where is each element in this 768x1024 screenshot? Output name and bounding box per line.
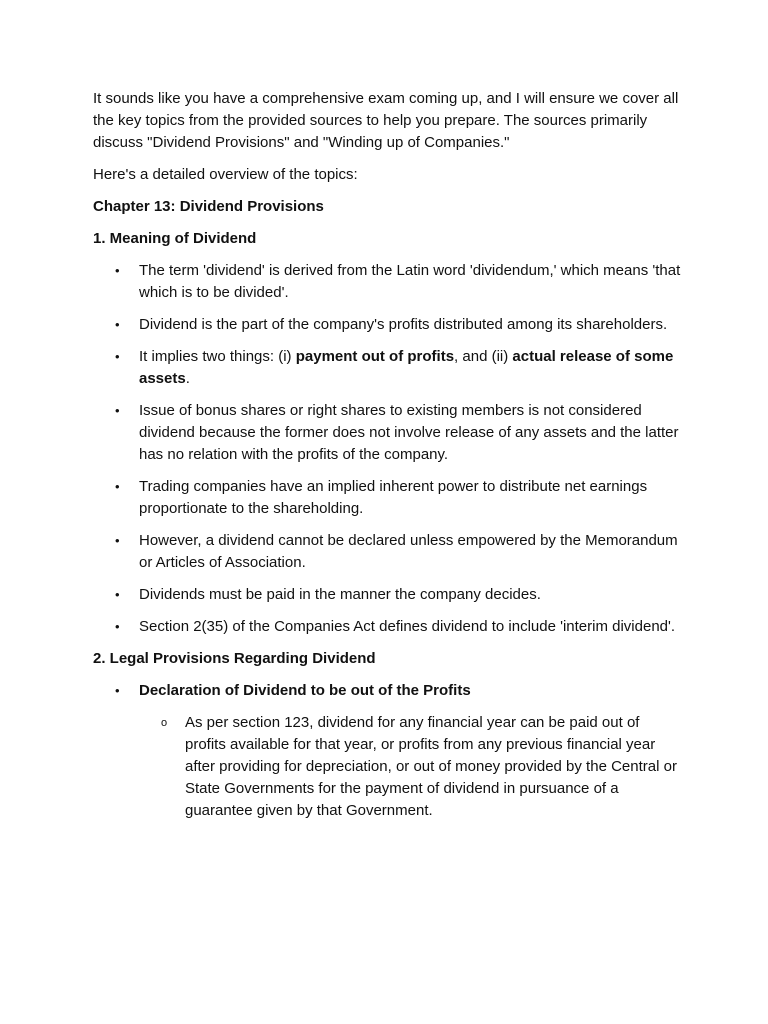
list-item-text: Issue of bonus shares or right shares to existing members is not considered dividend because the former does not involve release of any assets and the latter has no relation with the profits of the company. bbox=[139, 402, 679, 463]
list-item bbox=[93, 260, 683, 304]
list-item-text: Dividend is the part of the company's profits distributed among its shareholders. bbox=[139, 316, 668, 333]
sub-list-item bbox=[139, 712, 683, 822]
document-page bbox=[93, 88, 683, 832]
bullet-glyph: • bbox=[115, 619, 120, 634]
list-item bbox=[93, 476, 683, 520]
list-item bbox=[93, 400, 683, 466]
list-item bbox=[93, 584, 683, 606]
section-2-heading: 2. Legal Provisions Regarding Dividend bbox=[93, 650, 376, 667]
list-item-text: Dividends must be paid in the manner the company decides. bbox=[139, 586, 541, 603]
chapter-heading: Chapter 13: Dividend Provisions bbox=[93, 198, 324, 215]
bullet-glyph: • bbox=[115, 403, 120, 418]
list-item bbox=[93, 530, 683, 574]
meaning-of-dividend-list bbox=[93, 260, 683, 638]
list-item bbox=[93, 680, 683, 822]
emphasis-actual-release-of-assets: actual release of some assets bbox=[139, 348, 674, 387]
section-1-heading: 1. Meaning of Dividend bbox=[93, 230, 257, 247]
provision-sub-list bbox=[139, 712, 683, 822]
bullet-glyph: • bbox=[115, 683, 120, 698]
emphasis-payment-out-of-profits: payment out of profits bbox=[295, 348, 455, 365]
list-item bbox=[93, 346, 683, 390]
list-item bbox=[93, 314, 683, 336]
sub-bullet-glyph: o bbox=[161, 717, 168, 729]
bullet-glyph: • bbox=[115, 533, 120, 548]
bullet-glyph: • bbox=[115, 349, 120, 364]
list-item bbox=[93, 616, 683, 638]
bullet-glyph: • bbox=[115, 479, 120, 494]
list-item-text-post: . bbox=[185, 370, 190, 387]
overview-lead: Here's a detailed overview of the topics: bbox=[93, 166, 358, 183]
list-item-text-mid: , and (ii) bbox=[454, 348, 513, 365]
legal-provisions-list bbox=[93, 680, 683, 822]
provision-title: Declaration of Dividend to be out of the Profits bbox=[139, 682, 471, 699]
bullet-glyph: • bbox=[115, 587, 120, 602]
list-item-text: The term 'dividend' is derived from the Latin word 'dividendum,' which means 'that which is to be divided'. bbox=[139, 262, 681, 301]
list-item-text: Section 2(35) of the Companies Act defines dividend to include 'interim dividend'. bbox=[139, 618, 676, 635]
bullet-glyph: • bbox=[115, 263, 120, 278]
list-item-text: However, a dividend cannot be declared unless empowered by the Memorandum or Articles of Association. bbox=[139, 532, 678, 571]
bullet-glyph: • bbox=[115, 317, 120, 332]
list-item-text: Trading companies have an implied inherent power to distribute net earnings proportionate to the shareholding. bbox=[139, 478, 648, 517]
sub-list-item-text: As per section 123, dividend for any financial year can be paid out of profits available for that year, or profits from any previous financial year after providing for depreciation, or out of money provided by the Central or State Governments for the payment of dividend in pursuance of a guarantee given by that Government. bbox=[185, 714, 677, 819]
list-item-text-pre: It implies two things: (i) bbox=[139, 348, 296, 365]
intro-paragraph: It sounds like you have a comprehensive exam coming up, and I will ensure we cover all the key topics from the provided sources to help you prepare. The sources primarily discuss "Dividend Provisions" and "Winding up of Companies." bbox=[93, 90, 679, 151]
